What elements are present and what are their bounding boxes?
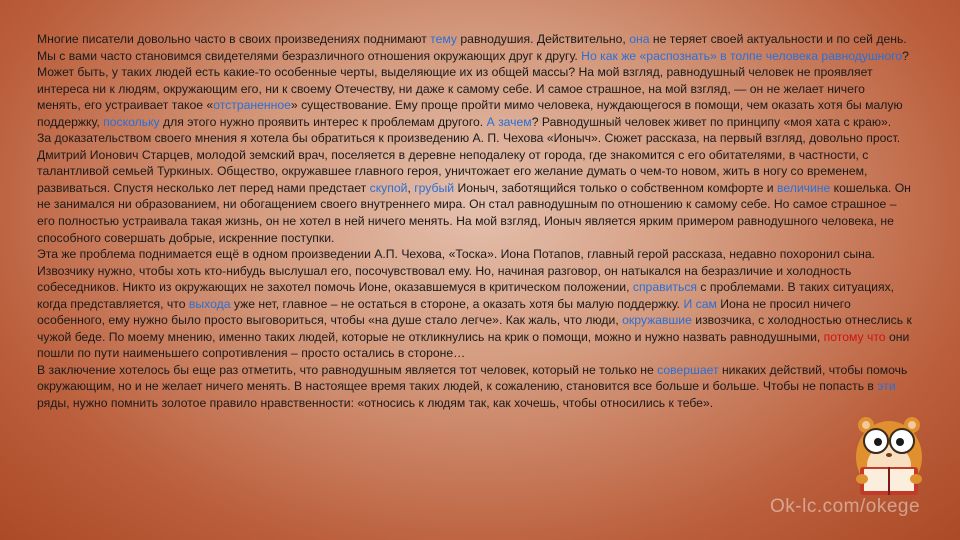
essay-text-run: Эта же проблема поднимается ещё в одном произведении А.П. Чехова, «Тоска». Иона Потапов, главный герой рассказа, недавно похоронил сына. Извозчику нужно, чтобы хоть кто-нибудь выслушал его, посочувствовал ему. Но, начиная разговор, он натыкался на безразличие и холодность собеседников. Никто из окружающих не захотел помочь Ионе, оказавшемуся в критическом положении, xyxy=(37,247,876,295)
essay-text-run: с проблемами. В таких ситуациях, когда представляется, что xyxy=(37,280,895,311)
essay-text-run: ряды, нужно помнить золотое правило нравственности: «относись к людям так, как хочешь, чтобы относились к тебе». xyxy=(37,396,714,411)
highlighted-word: скупой xyxy=(369,180,408,195)
essay-text-run: Ионыч, заботящийся только о собственном комфорте и xyxy=(454,180,777,195)
essay-paragraph xyxy=(37,362,912,412)
essay-paragraph xyxy=(37,31,912,130)
site-watermark: Ok-lc.com/okege xyxy=(770,496,921,517)
highlighted-word: А зачем xyxy=(486,114,532,129)
essay-text-run: Иона не просил ничего особенного, ему нужно было просто выговориться, чтобы «на душе стало легче». Как жаль, что люди, xyxy=(37,296,851,328)
essay-text-run: » существование. Ему проще пройти мимо человека, нуждающегося в помощи, чем оказать хотя бы малую поддержку, xyxy=(37,98,903,129)
essay-text-run: не теряет своей актуальности и по сей день. Мы с вами часто становимся свидетелями безразличного отношения окружающих друг к другу. xyxy=(37,32,907,63)
essay-text-run: уже нет, главное – не остаться в стороне, а оказать хотя бы малую поддержку. xyxy=(230,296,684,311)
essay-text-run: ? Равнодушный человек живет по принципу «моя хата с краю». xyxy=(531,114,892,129)
essay-text-run: ? Может быть, у таких людей есть какие-то особенные черты, выделяющие их из общей массы? На мой взгляд, равнодушный человек не проявляет интереса ни к людям, окружающим его, ни к своему Отечеству, ни даже к самому себе. И самое страшное, на мой взгляд, — он не желает ничего менять, его устраивает такое « xyxy=(37,48,909,113)
essay-paragraph xyxy=(37,130,912,246)
highlighted-word: она xyxy=(629,32,650,46)
essay-text-run: они пошли по пути наименьшего сопротивления – просто остались в стороне… xyxy=(37,329,910,361)
essay-text-run: равнодушия. Действительно, xyxy=(457,32,630,46)
essay-text-run: , xyxy=(407,180,415,195)
essay-text-run: За доказательством своего мнения я хотела бы обратиться к произведению А. П. Чехова «Ионыч». Сюжет рассказа, на первый взгляд, довольно прост. Дмитрий Ионович Старцев, молодой земский врач, поселяется в деревне неподалеку от города, где знакомится с его обитателями, в частности, с талантливой семьей Туркиных. Общество, окружавшее главного героя, уничтожает его желание думать о чем-то новом, жить в ногу со временем, развиваться. Спустя несколько лет перед нами предстает xyxy=(37,131,901,195)
essay-text-run: для этого нужно проявить интерес к проблемам другого. xyxy=(159,114,487,129)
highlighted-word: отстраненное xyxy=(213,98,291,113)
highlighted-word: грубый xyxy=(414,180,455,195)
highlighted-word: справиться xyxy=(632,280,698,295)
essay-text xyxy=(37,31,912,412)
highlighted-word: тему xyxy=(430,32,458,46)
highlighted-word: выхода xyxy=(188,296,231,311)
highlighted-word: эти xyxy=(877,379,896,394)
highlighted-word: величине xyxy=(777,180,831,195)
highlighted-word: Но как же «распознать» в толпе человека равнодушного xyxy=(581,48,903,63)
essay-text-run: Многие писатели довольно часто в своих произведениях поднимают xyxy=(37,32,431,46)
essay-text-run: никаких действий, чтобы помочь окружающим, но и не желает ничего менять. В настоящее время таких людей, к сожалению, становится все больше и больше. Чтобы не попасть в xyxy=(37,362,908,394)
essay-text-run: извозчика, с холодностью отнеслись к чужой беде. По моему мнению, именно таких людей, которые не откликнулись на крик о помощи, можно и нужно назвать равнодушными, xyxy=(37,313,912,344)
essay-text-run: В заключение хотелось бы еще раз отметить, что равнодушным является тот человек, который не только не xyxy=(37,362,658,377)
highlighted-word: И сам xyxy=(683,296,717,311)
highlighted-word: поскольку xyxy=(103,114,160,129)
highlighted-word: совершает xyxy=(657,362,719,377)
highlighted-word: потому что xyxy=(823,329,886,344)
highlighted-word: окружавшие xyxy=(622,313,692,328)
hamster-reading-book-icon xyxy=(852,403,926,499)
essay-paragraph xyxy=(37,246,912,362)
essay-text-run: кошелька. Он не занимался ни образованием, ни обогащением своего внутреннего мира. Он стал равнодушным по отношению к самому себе. Но самое страшное – его полностью устраивала такая жизнь, он не хотел в ней ничего менять. На мой взгляд, Ионыч является ярким примером равнодушного человека, не способного совершать добрые, искренние поступки. xyxy=(37,180,911,245)
